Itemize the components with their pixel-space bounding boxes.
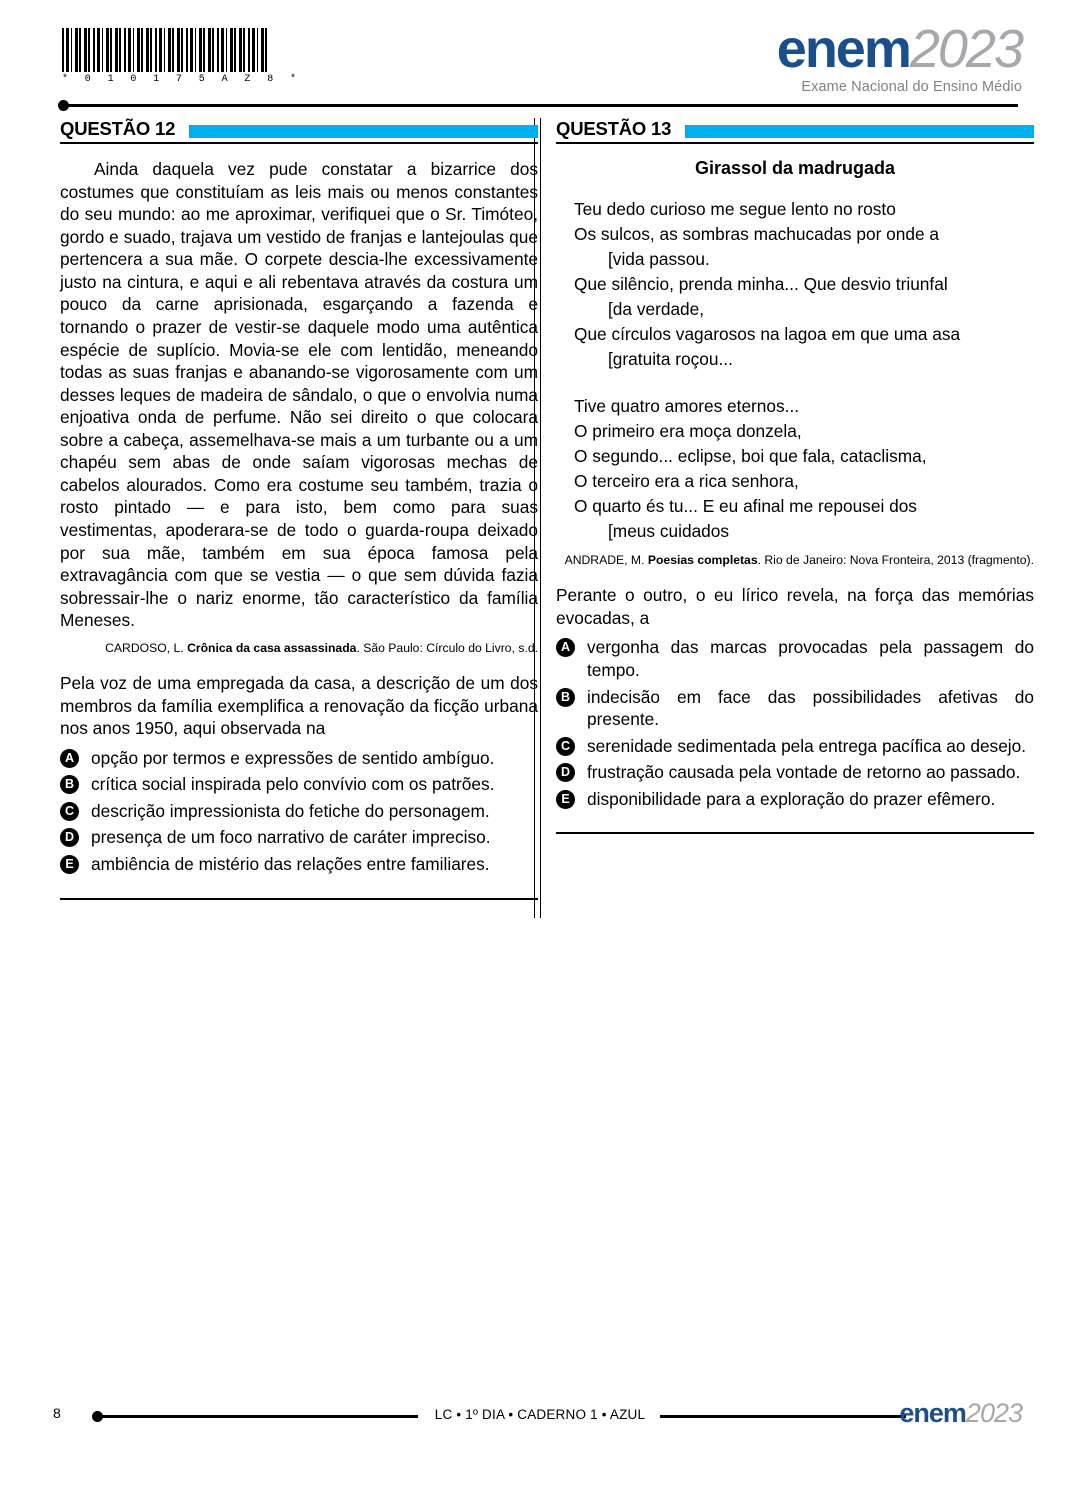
- alternative-option[interactable]: [556, 788, 1034, 811]
- alternative-marker-d: D: [60, 828, 79, 847]
- question-12-label: QUESTÃO 12: [60, 118, 176, 139]
- enem-logo-name: enem: [776, 19, 910, 79]
- poem-line: O terceiro era a rica senhora,: [574, 470, 799, 491]
- alternative-text-b: indecisão em face das possibilidades afetivas do presente.: [587, 686, 1034, 730]
- alternative-option[interactable]: [556, 636, 1034, 681]
- alternative-marker-c: C: [60, 802, 79, 821]
- question-13-label: QUESTÃO 13: [556, 118, 672, 139]
- alternative-text-d: frustração causada pela vontade de retorno ao passado.: [587, 762, 1021, 783]
- alternative-text-b: crítica social inspirada pelo convívio com os patrões.: [91, 774, 495, 795]
- alternative-marker-c: C: [556, 737, 575, 756]
- alternative-marker-b: B: [556, 688, 575, 707]
- question-12-column: [60, 118, 538, 900]
- question-12-end-rule: [60, 898, 538, 900]
- barcode: [62, 28, 302, 85]
- poem-line-continuation: [da verdade,: [608, 299, 705, 320]
- barcode-label: * 0 1 0 1 7 5 A Z 8 *: [62, 74, 302, 85]
- source-author: ANDRADE, M.: [564, 553, 648, 568]
- alternative-text-a: vergonha das marcas provocadas pela passagem do tempo.: [587, 637, 1034, 680]
- alternative-marker-b: B: [60, 775, 79, 794]
- question-13-header: [556, 118, 1034, 144]
- question-13-column: [556, 118, 1034, 834]
- question-12-passage: Ainda daquela vez pude constatar a bizarrice dos costumes que constituíam as leis mais ou menos constantes do seu mundo: ao me aproximar, verifiquei que o Sr. Timóteo, gordo e suado, trajava um vestido de franjas e lantejoulas que pertencera a sua mãe. O corpete descia-lhe excessivamente justo na cintura, e aqui e ali rebentava através da costura um pouco da carne aprisionada, esgarçando a fazenda e tornando o prazer de vestir-se daquele modo uma autêntica espécie de suplício. Movia-se ele com lentidão, meneando todas as suas franjas e abanando-se vigorosamente com um desses leques de madeira de sândalo, o que o envolvia numa enjoativa onda de perfume. Não sei direito o que colocara sobre a cabeça, assemelhava-se mais a um turbante ou a um chapéu sem abas de onde saíam vigorosas mechas de cabelos alourados. Como era costume seu também, trazia o rosto pintado — e para isto, bem como para suas vestimentas, apoderara-se de todo o guarda-roupa deixado por sua mãe, também em sua época famosa pela extravagância com que se vestia — o que sem dúvida fazia sobressair-lhe o nariz enorme, tão característico da família Meneses.: [60, 159, 538, 631]
- source-author: CARDOSO, L.: [105, 640, 188, 655]
- page-number: 8: [53, 1405, 61, 1421]
- poem-line: Tive quatro amores eternos...: [574, 395, 800, 416]
- alternative-text-e: disponibilidade para a exploração do prazer efêmero.: [587, 788, 996, 809]
- page-footer: [0, 1399, 1080, 1433]
- question-12-alternatives: [60, 747, 538, 876]
- poem-title: Girassol da madrugada: [694, 158, 896, 178]
- question-12-stem: Pela voz de uma empregada da casa, a descrição de um dos membros da família exemplifica a renovação da ficção urbana nos anos 1950, aqui observada na: [60, 673, 538, 739]
- alternative-text-d: presença de um foco narrativo de caráter impreciso.: [91, 827, 491, 848]
- poem-line: O quarto és tu... E eu afinal me repousei dos: [574, 495, 917, 516]
- footer-logo-name: enem: [899, 1398, 966, 1428]
- poem-body: [574, 197, 1034, 544]
- source-publisher: . Rio de Janeiro: Nova Fronteira, 2013 (fragmento).: [757, 553, 1034, 568]
- alternative-marker-a: A: [60, 749, 79, 768]
- alternative-marker-e: E: [60, 855, 79, 874]
- alternative-option[interactable]: [60, 853, 538, 876]
- enem-logo-subtitle: Exame Nacional do Ensino Médio: [801, 79, 1022, 95]
- question-12-accent-bar: [189, 125, 538, 138]
- alternative-option[interactable]: [556, 735, 1034, 758]
- enem-logo-year: 2023: [909, 19, 1022, 79]
- alternative-marker-a: A: [556, 638, 575, 657]
- alternative-option[interactable]: [556, 686, 1034, 731]
- poem-line-continuation: [vida passou.: [608, 249, 710, 270]
- source-work-title: Crônica da casa assassinada: [187, 640, 357, 655]
- alternative-marker-d: D: [556, 763, 575, 782]
- alternative-text-e: ambiência de mistério das relações entre familiares.: [91, 854, 490, 874]
- question-13-source: [556, 553, 1034, 568]
- poem-line: O primeiro era moça donzela,: [574, 420, 802, 441]
- alternative-option[interactable]: [60, 773, 538, 796]
- poem-stanza-gap: [574, 373, 1034, 394]
- alternative-text-c: descrição impressionista do fetiche do personagem.: [91, 800, 490, 821]
- barcode-bars: [62, 28, 267, 72]
- question-13-alternatives: [556, 636, 1034, 810]
- source-publisher: . São Paulo: Círculo do Livro, s.d.: [356, 640, 538, 655]
- footer-logo-year: 2023: [965, 1398, 1022, 1428]
- footer-rule-left: [96, 1415, 418, 1418]
- source-work-title: Poesias completas: [647, 553, 758, 568]
- question-12-header: [60, 118, 538, 144]
- footer-enem-logo: [899, 1399, 1022, 1429]
- enem-logo: [776, 19, 1022, 95]
- poem-line: O segundo... eclipse, boi que fala, cataclisma,: [574, 445, 927, 466]
- question-13-stem: Perante o outro, o eu lírico revela, na força das memórias evocadas, a: [556, 585, 1034, 628]
- alternative-text-a: opção por termos e expressões de sentido ambíguo.: [91, 747, 495, 768]
- page-header: [0, 0, 1080, 100]
- poem-line: Que silêncio, prenda minha... Que desvio triunfal: [574, 274, 948, 295]
- question-13-accent-bar: [685, 125, 1034, 138]
- question-13-end-rule: [556, 832, 1034, 834]
- poem-line: Os sulcos, as sombras machucadas por onde a: [574, 224, 940, 245]
- alternative-text-c: serenidade sedimentada pela entrega pacífica ao desejo.: [587, 735, 1027, 756]
- header-divider-rule: [62, 104, 1018, 107]
- alternative-option[interactable]: [60, 826, 538, 849]
- alternative-option[interactable]: [556, 761, 1034, 784]
- alternative-marker-e: E: [556, 790, 575, 809]
- poem-line-continuation: [gratuita roçou...: [608, 349, 733, 370]
- poem-line: Teu dedo curioso me segue lento no rosto: [574, 199, 896, 219]
- footer-exam-info: LC • 1º DIA • CADERNO 1 • AZUL: [434, 1407, 646, 1422]
- footer-rule-right: [660, 1415, 906, 1418]
- alternative-option[interactable]: [60, 800, 538, 823]
- poem-line: Que círculos vagarosos na lagoa em que uma asa: [574, 324, 961, 345]
- alternative-option[interactable]: [60, 747, 538, 770]
- question-12-source: [60, 641, 538, 656]
- poem-line-continuation: [meus cuidados: [608, 520, 730, 541]
